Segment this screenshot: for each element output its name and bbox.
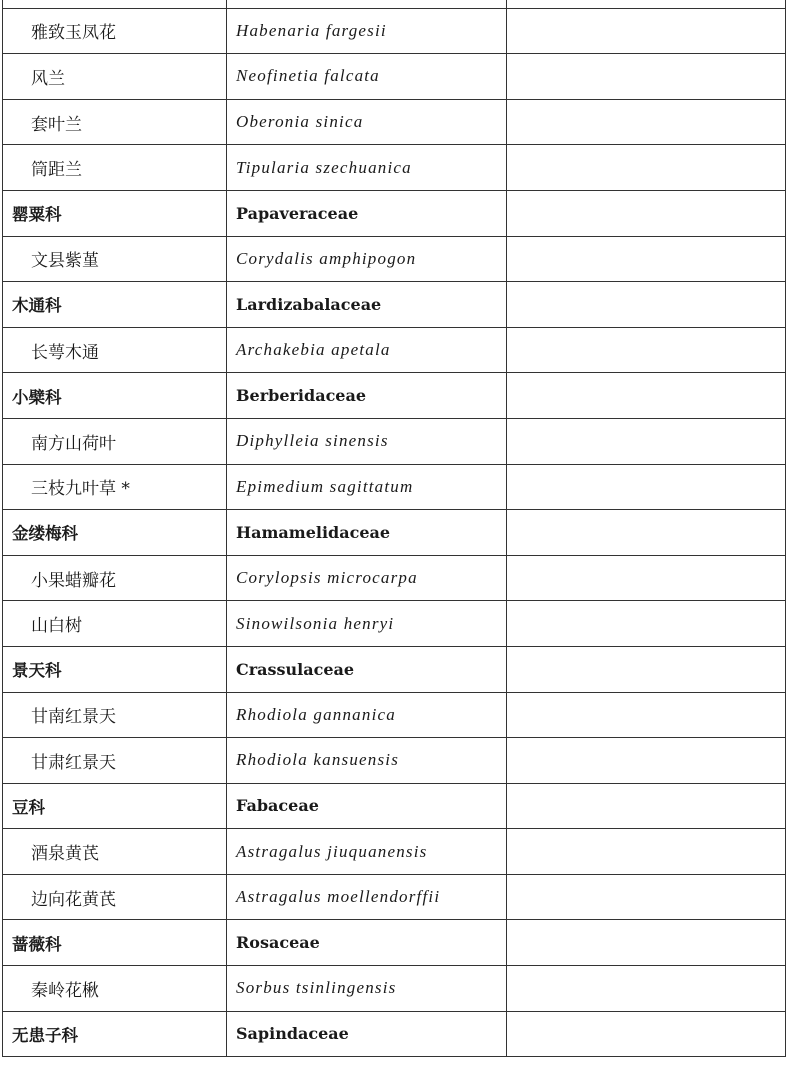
family-latin-name: Crassulaceae [227,646,507,692]
species-row [3,327,786,373]
empty-cell [507,145,786,191]
family-latin-name: Rosaceae [227,920,507,966]
empty-cell [507,601,786,647]
species-chinese-name: 长萼木通 [3,327,227,373]
species-row [3,236,786,282]
species-chinese-name: 酒泉黄芪 [3,829,227,875]
empty-cell [507,54,786,100]
species-latin-name: Rhodiola gannanica [227,692,507,738]
species-chinese-name: 三枝九叶草 * [3,464,227,510]
species-row [3,418,786,464]
family-latin-name: Hamamelidaceae [227,510,507,556]
empty-cell [507,1011,786,1057]
empty-cell [507,327,786,373]
family-row [3,282,786,328]
species-row [3,692,786,738]
family-chinese-name: 景天科 [3,646,227,692]
empty-cell [507,418,786,464]
empty-cell [507,920,786,966]
species-row [3,555,786,601]
species-latin-name: Sinowilsonia henryi [227,601,507,647]
family-chinese-name: 小檗科 [3,373,227,419]
species-chinese-name: 风兰 [3,54,227,100]
species-latin-name: Diphylleia sinensis [227,418,507,464]
empty-cell [507,0,786,8]
family-latin-name: Papaveraceae [227,190,507,236]
species-chinese-name: 文县紫堇 [3,236,227,282]
species-chinese-name: 套叶兰 [3,99,227,145]
species-row [3,54,786,100]
species-chinese-name [3,0,227,8]
species-latin-name: Astragalus moellendorffii [227,874,507,920]
species-row [3,966,786,1012]
empty-cell [507,99,786,145]
species-chinese-name: 小果蜡瓣花 [3,555,227,601]
family-row [3,190,786,236]
family-chinese-name: 金缕梅科 [3,510,227,556]
species-table [2,0,786,1057]
empty-cell [507,190,786,236]
empty-cell [507,829,786,875]
species-latin-name: Sorbus tsinlingensis [227,966,507,1012]
species-chinese-name: 山白树 [3,601,227,647]
species-row [3,829,786,875]
empty-cell [507,783,786,829]
family-latin-name: Sapindaceae [227,1011,507,1057]
species-chinese-name: 甘南红景天 [3,692,227,738]
empty-cell [507,874,786,920]
family-row [3,646,786,692]
family-latin-name: Lardizabalaceae [227,282,507,328]
empty-cell [507,8,786,54]
family-chinese-name: 木通科 [3,282,227,328]
empty-cell [507,966,786,1012]
family-latin-name: Berberidaceae [227,373,507,419]
species-latin-name: Oberonia sinica [227,99,507,145]
species-row [3,0,786,8]
family-chinese-name: 蔷薇科 [3,920,227,966]
empty-cell [507,464,786,510]
species-chinese-name: 雅致玉凤花 [3,8,227,54]
species-row [3,464,786,510]
species-row [3,601,786,647]
empty-cell [507,282,786,328]
species-latin-name: Corylopsis microcarpa [227,555,507,601]
family-row [3,510,786,556]
empty-cell [507,373,786,419]
table-body [3,0,786,1057]
family-row [3,920,786,966]
empty-cell [507,236,786,282]
empty-cell [507,646,786,692]
family-row [3,1011,786,1057]
species-row [3,874,786,920]
species-row [3,99,786,145]
family-chinese-name: 无患子科 [3,1011,227,1057]
species-chinese-name: 边向花黄芪 [3,874,227,920]
species-chinese-name: 筒距兰 [3,145,227,191]
species-row [3,145,786,191]
empty-cell [507,738,786,784]
species-latin-name: Habenaria fargesii [227,8,507,54]
species-latin-name: Neofinetia falcata [227,54,507,100]
species-chinese-name: 秦岭花楸 [3,966,227,1012]
species-chinese-name: 南方山荷叶 [3,418,227,464]
family-chinese-name: 豆科 [3,783,227,829]
species-latin-name: Corydalis amphipogon [227,236,507,282]
species-row [3,8,786,54]
empty-cell [507,510,786,556]
species-latin-name: Rhodiola kansuensis [227,738,507,784]
empty-cell [507,692,786,738]
species-latin-name: Epimedium sagittatum [227,464,507,510]
species-latin-name [227,0,507,8]
family-latin-name: Fabaceae [227,783,507,829]
family-chinese-name: 罂粟科 [3,190,227,236]
species-chinese-name: 甘肃红景天 [3,738,227,784]
family-row [3,783,786,829]
species-latin-name: Tipularia szechuanica [227,145,507,191]
family-row [3,373,786,419]
species-latin-name: Archakebia apetala [227,327,507,373]
empty-cell [507,555,786,601]
species-latin-name: Astragalus jiuquanensis [227,829,507,875]
species-row [3,738,786,784]
